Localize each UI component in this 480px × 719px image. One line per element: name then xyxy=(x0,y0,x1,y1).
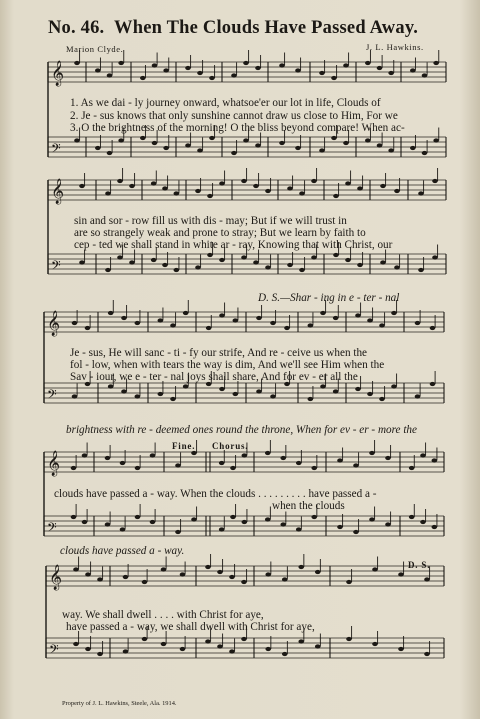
note-head xyxy=(105,456,111,460)
note-head xyxy=(241,580,247,584)
fine-mark: Fine. xyxy=(172,441,196,451)
note-head xyxy=(391,384,397,388)
note-head xyxy=(142,580,148,584)
note-head xyxy=(355,387,361,391)
note-head xyxy=(105,191,111,195)
note-head xyxy=(129,260,135,264)
note-head xyxy=(191,451,197,455)
note-head xyxy=(233,318,239,322)
note-head xyxy=(394,189,400,193)
note-head xyxy=(230,466,236,470)
note-head xyxy=(242,520,248,524)
lyric-line: when the clouds xyxy=(272,500,345,512)
note-head xyxy=(333,389,339,393)
note-head xyxy=(355,313,361,317)
note-head xyxy=(217,644,223,648)
note-head xyxy=(394,265,400,269)
note-head xyxy=(308,397,314,401)
note-head xyxy=(415,321,421,325)
note-head xyxy=(108,384,114,388)
note-head xyxy=(170,397,176,401)
bass-clef: 𝄢 xyxy=(47,387,57,405)
note-head xyxy=(256,316,262,320)
note-head xyxy=(107,73,113,77)
note-head xyxy=(73,567,79,571)
note-head xyxy=(424,652,430,656)
note-head xyxy=(380,184,386,188)
note-head xyxy=(161,567,167,571)
note-head xyxy=(135,394,141,398)
note-head xyxy=(265,451,271,455)
note-head xyxy=(422,151,428,155)
note-head xyxy=(118,138,124,142)
note-head xyxy=(380,260,386,264)
bass-clef: 𝄢 xyxy=(49,642,59,660)
note-head xyxy=(409,515,415,519)
note-head xyxy=(319,148,325,152)
note-head xyxy=(424,577,430,581)
staff xyxy=(48,50,446,86)
note-head xyxy=(180,572,186,576)
note-head xyxy=(243,138,249,142)
note-head xyxy=(367,318,373,322)
note-head xyxy=(343,63,349,67)
note-head xyxy=(432,525,438,529)
composer-credit: J. L. Hawkins. xyxy=(366,42,424,52)
note-head xyxy=(331,136,337,140)
note-head xyxy=(219,387,225,391)
note-head xyxy=(152,141,158,145)
note-head xyxy=(337,525,343,529)
note-head xyxy=(282,652,288,656)
note-head xyxy=(85,647,91,651)
note-head xyxy=(241,255,247,259)
note-head xyxy=(385,456,391,460)
note-head xyxy=(311,255,317,259)
note-head xyxy=(150,520,156,524)
note-head xyxy=(241,179,247,183)
note-head xyxy=(369,517,375,521)
note-head xyxy=(320,384,326,388)
note-head xyxy=(379,397,385,401)
note-head xyxy=(315,570,321,574)
note-head xyxy=(185,66,191,70)
note-head xyxy=(357,186,363,190)
note-head xyxy=(372,642,378,646)
note-head xyxy=(430,326,436,330)
bass-clef: 𝄢 xyxy=(51,141,61,159)
note-head xyxy=(174,268,180,272)
bass-clef: 𝄢 xyxy=(51,258,61,276)
lyric-line: have passed a - way, we shall dwell with Christ for aye, xyxy=(66,621,315,633)
note-head xyxy=(105,268,111,272)
note-head xyxy=(418,268,424,272)
note-head xyxy=(433,138,439,142)
note-head xyxy=(120,527,126,531)
note-head xyxy=(135,466,141,470)
note-head xyxy=(345,258,351,262)
note-head xyxy=(308,323,314,327)
note-head xyxy=(183,384,189,388)
note-head xyxy=(280,456,286,460)
note-head xyxy=(82,520,88,524)
note-head xyxy=(123,575,129,579)
note-head xyxy=(296,527,302,531)
note-head xyxy=(241,637,247,641)
treble-clef: 𝄞 xyxy=(51,179,65,204)
note-head xyxy=(207,253,213,257)
note-head xyxy=(353,463,359,467)
note-head xyxy=(299,268,305,272)
note-head xyxy=(420,520,426,524)
note-head xyxy=(117,179,123,183)
lyric-line: D. S.—Shar - ing in e - ter - nal xyxy=(258,292,400,304)
note-head xyxy=(391,311,397,315)
note-head xyxy=(230,515,236,519)
note-head xyxy=(150,453,156,457)
note-head xyxy=(140,76,146,80)
note-head xyxy=(287,186,293,190)
note-head xyxy=(158,318,164,322)
note-head xyxy=(162,263,168,267)
note-head xyxy=(265,189,271,193)
note-head xyxy=(95,146,101,150)
note-head xyxy=(430,382,436,386)
note-head xyxy=(377,143,383,147)
note-head xyxy=(369,451,375,455)
hymn-title: When The Clouds Have Passed Away. xyxy=(114,18,419,38)
lyric-line: Sav - iour, we e - ter - nal joys shall share, And for ev - er all the xyxy=(70,371,358,383)
staff xyxy=(44,504,444,538)
note-head xyxy=(253,260,259,264)
note-head xyxy=(409,466,415,470)
note-head xyxy=(265,572,271,576)
note-head xyxy=(180,647,186,651)
lyric-line: clouds have passed a - way. When the clouds . . . . . . . . . have passed a - xyxy=(54,488,377,500)
note-head xyxy=(296,461,302,465)
bass-clef: 𝄢 xyxy=(47,520,57,538)
note-head xyxy=(279,141,285,145)
note-head xyxy=(287,263,293,267)
note-head xyxy=(385,522,391,526)
note-head xyxy=(333,253,339,257)
lyric-line: way. We shall dwell . . . . with Christ for aye, xyxy=(62,609,264,621)
note-head xyxy=(219,181,225,185)
ds-mark: D. S. xyxy=(408,560,431,570)
note-head xyxy=(205,565,211,569)
note-head xyxy=(229,575,235,579)
note-head xyxy=(311,466,317,470)
note-head xyxy=(295,146,301,150)
note-head xyxy=(365,61,371,65)
note-head xyxy=(205,639,211,643)
note-head xyxy=(174,191,180,195)
note-head xyxy=(197,71,203,75)
note-head xyxy=(123,649,129,653)
note-head xyxy=(372,567,378,571)
note-head xyxy=(379,323,385,327)
note-head xyxy=(388,71,394,75)
note-head xyxy=(265,517,271,521)
note-head xyxy=(105,522,111,526)
lyric-line: fol - low, when with tears the way is dim, And we'll see Him when the xyxy=(70,359,385,371)
note-head xyxy=(265,265,271,269)
note-head xyxy=(357,263,363,267)
note-head xyxy=(295,68,301,72)
note-head xyxy=(337,458,343,462)
note-head xyxy=(217,570,223,574)
note-head xyxy=(197,148,203,152)
note-head xyxy=(284,326,290,330)
treble-clef: 𝄞 xyxy=(47,451,61,476)
note-head xyxy=(432,255,438,259)
copyright-footer: Property of J. L. Hawkins, Steele, Ala. 1914. xyxy=(62,700,177,707)
note-head xyxy=(135,515,141,519)
note-head xyxy=(135,321,141,325)
note-head xyxy=(422,73,428,77)
note-head xyxy=(255,143,261,147)
note-head xyxy=(432,458,438,462)
note-head xyxy=(195,265,201,269)
staff xyxy=(46,554,444,590)
note-head xyxy=(72,321,78,325)
note-head xyxy=(73,642,79,646)
lyric-line: Je - sus, He will sanc - ti - fy our strife, And re - ceive us when the xyxy=(70,347,368,359)
staff xyxy=(48,168,446,204)
note-head xyxy=(282,577,288,581)
lyric-line: brightness with re - deemed ones round the throne, When for ev - er - more the xyxy=(66,424,417,436)
note-head xyxy=(79,260,85,264)
treble-clef: 𝄞 xyxy=(47,311,61,336)
note-head xyxy=(219,258,225,262)
note-head xyxy=(231,73,237,77)
note-head xyxy=(161,642,167,646)
note-head xyxy=(311,515,317,519)
note-head xyxy=(108,311,114,315)
note-head xyxy=(298,639,304,643)
note-head xyxy=(85,326,91,330)
note-head xyxy=(418,191,424,195)
note-head xyxy=(219,527,225,531)
note-head xyxy=(315,644,321,648)
note-head xyxy=(97,577,103,581)
note-head xyxy=(120,461,126,465)
note-head xyxy=(346,637,352,641)
note-head xyxy=(71,466,77,470)
lyric-line: clouds have passed a - way. xyxy=(60,545,185,557)
treble-clef: 𝄞 xyxy=(49,565,63,590)
note-head xyxy=(345,181,351,185)
note-head xyxy=(163,146,169,150)
treble-clef: 𝄞 xyxy=(51,61,65,86)
note-head xyxy=(121,389,127,393)
note-head xyxy=(175,463,181,467)
note-head xyxy=(85,572,91,576)
note-head xyxy=(195,189,201,193)
staff xyxy=(44,300,444,336)
lyric-line: sin and sor - row fill us with dis - may; But if we will trust in xyxy=(74,215,347,227)
note-head xyxy=(353,530,359,534)
note-head xyxy=(243,61,249,65)
note-head xyxy=(206,326,212,330)
note-head xyxy=(331,76,337,80)
note-head xyxy=(151,181,157,185)
note-head xyxy=(107,151,113,155)
note-head xyxy=(233,392,239,396)
note-head xyxy=(242,453,248,457)
note-head xyxy=(118,61,124,65)
note-head xyxy=(163,68,169,72)
hymn-number: No. 46. xyxy=(48,18,105,38)
lyric-line: are so strangely weak and prone to stray; But we learn by faith to xyxy=(74,227,366,239)
note-head xyxy=(97,652,103,656)
note-head xyxy=(207,194,213,198)
note-head xyxy=(170,323,176,327)
note-head xyxy=(183,311,189,315)
note-head xyxy=(79,184,85,188)
note-head xyxy=(333,316,339,320)
note-head xyxy=(117,255,123,259)
chorus-mark: Chorus. xyxy=(212,441,249,451)
note-head xyxy=(346,580,352,584)
note-head xyxy=(82,453,88,457)
note-head xyxy=(280,522,286,526)
note-head xyxy=(256,389,262,393)
note-head xyxy=(333,194,339,198)
note-head xyxy=(191,517,197,521)
lyricist-credit: Marion Clyde. xyxy=(66,44,124,54)
note-head xyxy=(229,649,235,653)
note-head xyxy=(129,184,135,188)
note-head xyxy=(158,392,164,396)
note-head xyxy=(142,637,148,641)
note-head xyxy=(388,148,394,152)
note-head xyxy=(299,191,305,195)
note-head xyxy=(279,63,285,67)
note-head xyxy=(253,184,259,188)
note-head xyxy=(270,321,276,325)
note-head xyxy=(121,316,127,320)
note-head xyxy=(140,136,146,140)
note-head xyxy=(231,151,237,155)
note-head xyxy=(209,76,215,80)
lyric-line: 2. Je - sus knows that only sunshine cannot draw us close to Him, For we xyxy=(70,110,398,122)
note-head xyxy=(219,461,225,465)
note-head xyxy=(71,515,77,519)
note-head xyxy=(95,68,101,72)
note-head xyxy=(377,66,383,70)
note-head xyxy=(319,71,325,75)
note-head xyxy=(209,136,215,140)
note-head xyxy=(433,61,439,65)
note-head xyxy=(162,186,168,190)
note-head xyxy=(185,143,191,147)
note-head xyxy=(410,146,416,150)
lyric-line: 3. O the brightness of the morning! O the bliss beyond compare! When ac- xyxy=(70,122,405,134)
note-head xyxy=(365,138,371,142)
note-head xyxy=(367,392,373,396)
note-head xyxy=(415,394,421,398)
note-head xyxy=(265,647,271,651)
note-head xyxy=(420,453,426,457)
note-head xyxy=(311,179,317,183)
note-head xyxy=(74,138,80,142)
note-head xyxy=(343,141,349,145)
note-head xyxy=(320,311,326,315)
note-head xyxy=(175,530,181,534)
lyric-line: cep - ted we shall stand in white ar - ray, Knowing that with Christ, our xyxy=(74,239,393,251)
note-head xyxy=(398,647,404,651)
note-head xyxy=(255,66,261,70)
note-head xyxy=(151,258,157,262)
note-head xyxy=(152,63,158,67)
note-head xyxy=(298,565,304,569)
note-head xyxy=(72,394,78,398)
note-head xyxy=(74,61,80,65)
note-head xyxy=(219,313,225,317)
note-head xyxy=(432,179,438,183)
note-head xyxy=(398,572,404,576)
lyric-line: 1. As we dai - ly journey onward, whatsoe'er our lot in life, Clouds of xyxy=(70,97,381,109)
note-head xyxy=(270,394,276,398)
note-head xyxy=(410,68,416,72)
